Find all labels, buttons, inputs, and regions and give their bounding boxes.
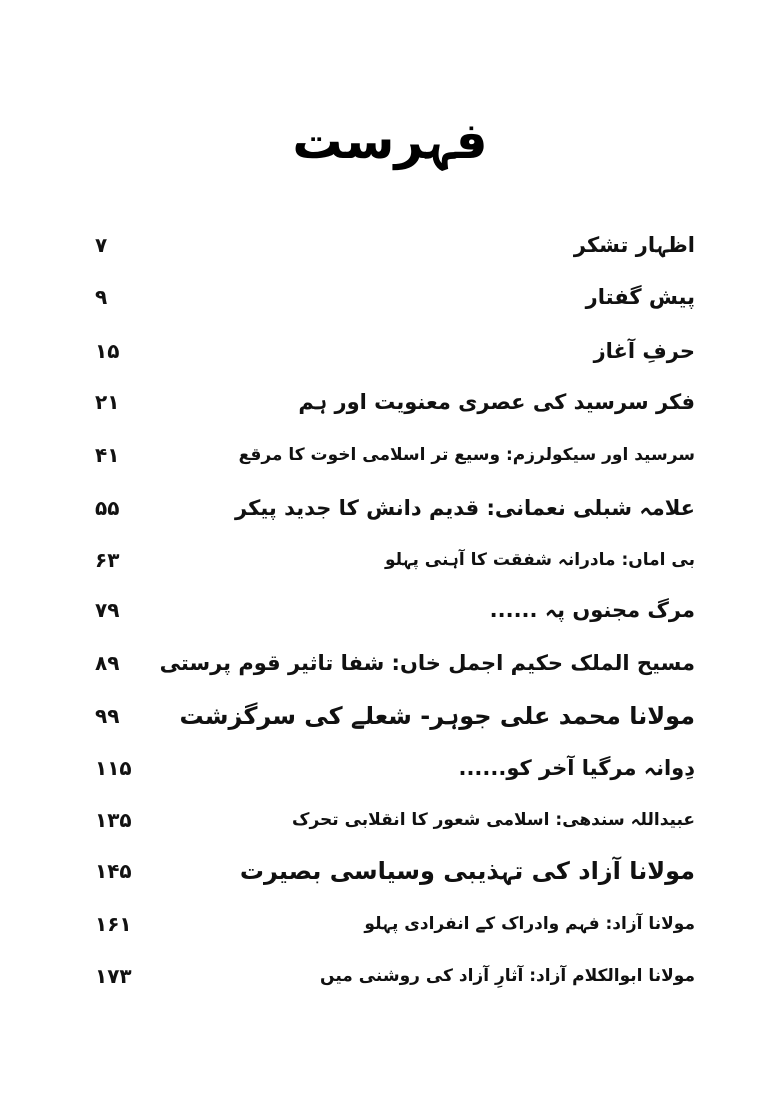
toc-entry [95,903,695,945]
toc-entry-page: ۴۱ [95,443,120,467]
toc-entry-page: ۱۵ [95,339,120,363]
toc-entry-title: فکر سرسید کی عصری معنویت اور ہم [298,390,695,414]
toc-entry-page: ۷۹ [95,598,120,622]
toc-entry-title: مولانا محمد علی جوہر- شعلے کی سرگزشت [179,702,695,730]
toc-entry-title: علامہ شبلی نعمانی: قدیم دانش کا جدید پیکر [235,496,695,520]
toc-entry-page: ۹ [95,285,108,309]
toc-entry-page: ۱۴۵ [95,859,132,883]
toc-entry-title: مولانا ابوالکلام آزاد: آثارِ آزاد کی روشنی میں [320,966,695,986]
toc-entry-title: مسیح الملک حکیم اجمل خاں: شفا تاثیر قوم پرستی [159,651,695,675]
toc-entry-title: دِوانہ مرگیا آخر کو...... [458,756,695,780]
toc-entry-title: بی اماں: مادرانہ شفقت کا آہنی پہلو [384,550,695,570]
toc-entry-page: ۵۵ [95,496,120,520]
toc-entry [95,330,695,372]
toc-entry [95,589,695,631]
page-title: فہرست [292,112,488,170]
toc-entry [95,381,695,423]
toc-entry [95,799,695,841]
toc-entry [95,747,695,789]
toc-entry-page: ۱۱۵ [95,756,132,780]
toc-entry [95,539,695,581]
toc-entry-title: مولانا آزاد کی تہذیبی وسیاسی بصیرت [239,857,695,885]
toc-entry-title: مرگ مجنوں پہ ...... [489,598,695,622]
toc-entry-title: اظہار تشکر [573,233,695,257]
toc-entry [95,487,695,529]
toc-entry-page: ۶۳ [95,548,120,572]
toc-entry [95,695,695,737]
toc-entry-title: پیش گفتار [585,285,695,309]
toc-entry-page: ۸۹ [95,651,120,675]
toc-entry-title: حرفِ آغاز [593,339,695,363]
toc-entry-page: ۱۶۱ [95,912,132,936]
toc-entry-title: سرسید اور سیکولرزم: وسیع تر اسلامی اخوت کا مرقع [238,445,695,465]
toc-entry [95,850,695,892]
toc-entry-page: ۲۱ [95,390,120,414]
toc-entry [95,434,695,476]
toc-entry-title: مولانا آزاد: فہم وادراک کے انفرادی پہلو [364,914,695,934]
toc-entry [95,642,695,684]
toc-entry [95,955,695,997]
toc-entry-page: ۹۹ [95,704,120,728]
toc-entry [95,224,695,266]
toc-entry [95,276,695,318]
toc-entry-page: ۱۷۳ [95,964,132,988]
toc-entry-page: ۷ [95,233,108,257]
toc-entry-page: ۱۳۵ [95,808,132,832]
toc-entry-title: عبیداللہ سندھی: اسلامی شعور کا انقلابی تحرک [292,810,695,830]
